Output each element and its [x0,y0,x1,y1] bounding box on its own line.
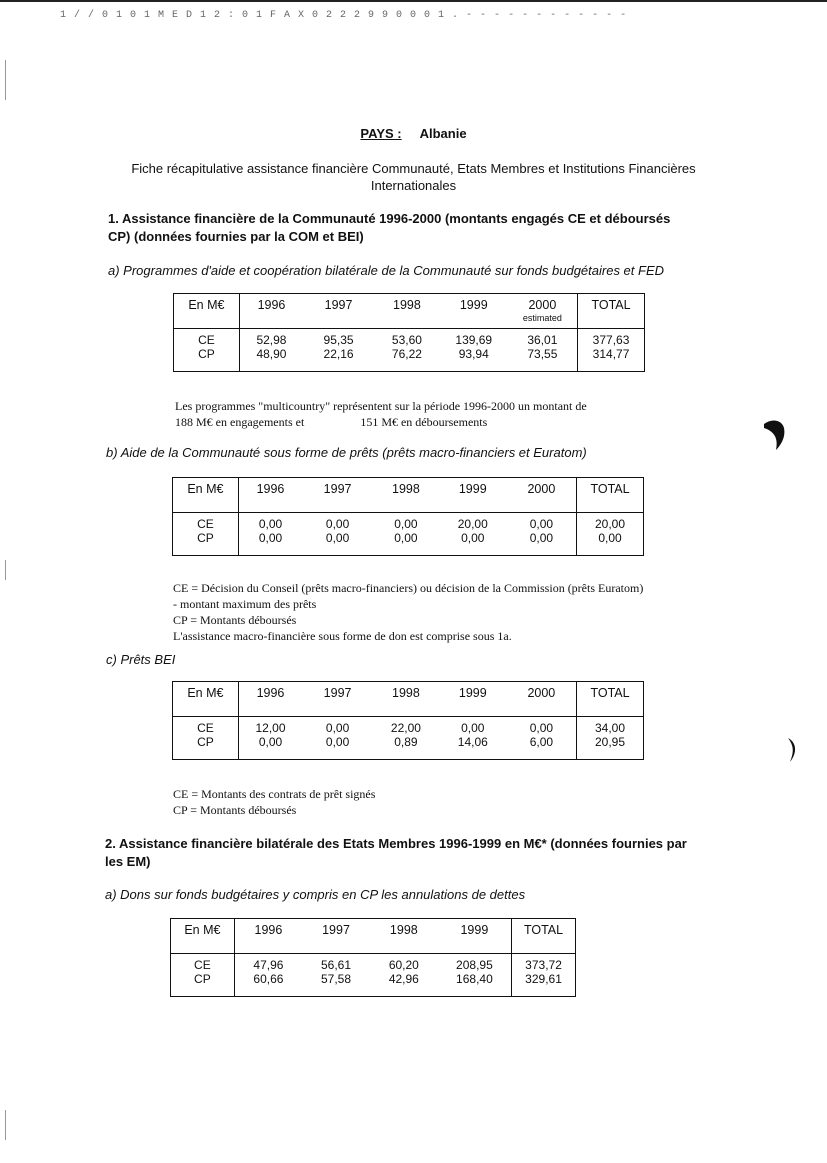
table-row: CE 12,00 0,00 22,00 0,00 0,00 34,00 [173,717,644,736]
table-row: CE 47,96 56,61 60,20 208,95 373,72 [171,954,576,973]
table-row: CP 0,00 0,00 0,89 14,06 6,00 20,95 [173,735,644,749]
table-row: CP 60,66 57,58 42,96 168,40 329,61 [171,972,576,986]
scan-margin-line [5,1110,6,1140]
estimated-note: estimated [522,313,562,323]
section-1b-heading: b) Aide de la Communauté sous forme de prêts (prêts macro-financiers et Euratom) [106,445,587,460]
col-header: 1996 [238,682,302,717]
table-2a [170,918,576,997]
col-header: 1999 [439,478,507,513]
page-title [0,126,827,141]
col-header: 1999 [438,919,512,954]
subtitle-line: Internationales [370,178,457,193]
col-header: 1996 [238,478,302,513]
note-1c: CE = Montants des contrats de prêt signés CP = Montants déboursés [173,787,376,817]
col-header: En M€ [171,919,235,954]
col-header: TOTAL [578,294,645,329]
col-header: TOTAL [577,682,644,717]
table-row: CP 0,00 0,00 0,00 0,00 0,00 0,00 [173,531,644,545]
document-subtitle [110,160,717,194]
section-1-heading: 1. Assistance financière de la Communauté 1996-2000 (montants engagés CE et déboursés CP) (données fournies par la COM et BEI) [108,211,671,244]
note-1a: Les programmes "multicountry" représentent sur la période 1996-2000 un montant de 188 M€ en engagements et 151 M€ en déboursements [175,399,587,429]
col-header: 1997 [303,294,374,329]
table-row: CP 48,90 22,16 76,22 93,94 73,55 314,77 [174,347,645,361]
scan-blot-mark [760,416,790,452]
col-header: 2000 [507,478,577,513]
col-header: En M€ [174,294,240,329]
col-header: En M€ [173,682,239,717]
section-1c-heading: c) Prêts BEI [106,652,176,667]
col-header: 1996 [239,294,303,329]
col-header: 1998 [373,478,439,513]
section-2a-heading: a) Dons sur fonds budgétaires y compris en CP les annulations de dettes [105,887,526,902]
section-2-heading: 2. Assistance financière bilatérale des Etats Membres 1996-1999 en M€* (données fournies par les EM) [105,836,687,869]
col-header: 1997 [302,919,370,954]
col-header: 1998 [370,919,438,954]
section-1a-heading: a) Programmes d'aide et coopération bilatérale de la Communauté sur fonds budgétaires et FED [108,263,665,278]
col-header: 2000 [507,682,577,717]
col-header: 1998 [373,682,439,717]
note-1b: CE = Décision du Conseil (prêts macro-financiers) ou décision de la Commission (prêts Euratom) - montant maximum des prêts CP = Montants déboursés L'assistance macro-financière sous forme de don est comprise sous 1a. [173,581,644,643]
col-header: 1997 [302,682,373,717]
title-label: PAYS : [360,126,402,141]
col-header: TOTAL [512,919,576,954]
scan-blot-mark [784,734,800,766]
col-header: En M€ [173,478,239,513]
country-name: Albanie [419,126,467,141]
scan-margin-line [5,560,6,580]
table-row: CE 0,00 0,00 0,00 20,00 0,00 20,00 [173,513,644,532]
col-header: 1996 [234,919,302,954]
fax-header: 1 / / 0 1 0 1 M E D 1 2 : 0 1 F A X 0 2 2 2 9 9 0 0 0 1 . - - - - - - - - - - - - [0,0,827,24]
subtitle-line: Fiche récapitulative assistance financière Communauté, Etats Membres et Institutions Financières [131,161,696,176]
col-header: 1997 [302,478,373,513]
col-header: 1999 [440,294,508,329]
col-header: 1999 [439,682,507,717]
col-header: 1998 [374,294,440,329]
scan-margin-line [5,60,6,100]
col-header: TOTAL [577,478,644,513]
table-1a [173,293,645,372]
table-row: CE 52,98 95,35 53,60 139,69 36,01 377,63 [174,329,645,348]
table-1c [172,681,644,760]
table-1b [172,477,644,556]
col-header: 2000 estimated [508,294,578,329]
